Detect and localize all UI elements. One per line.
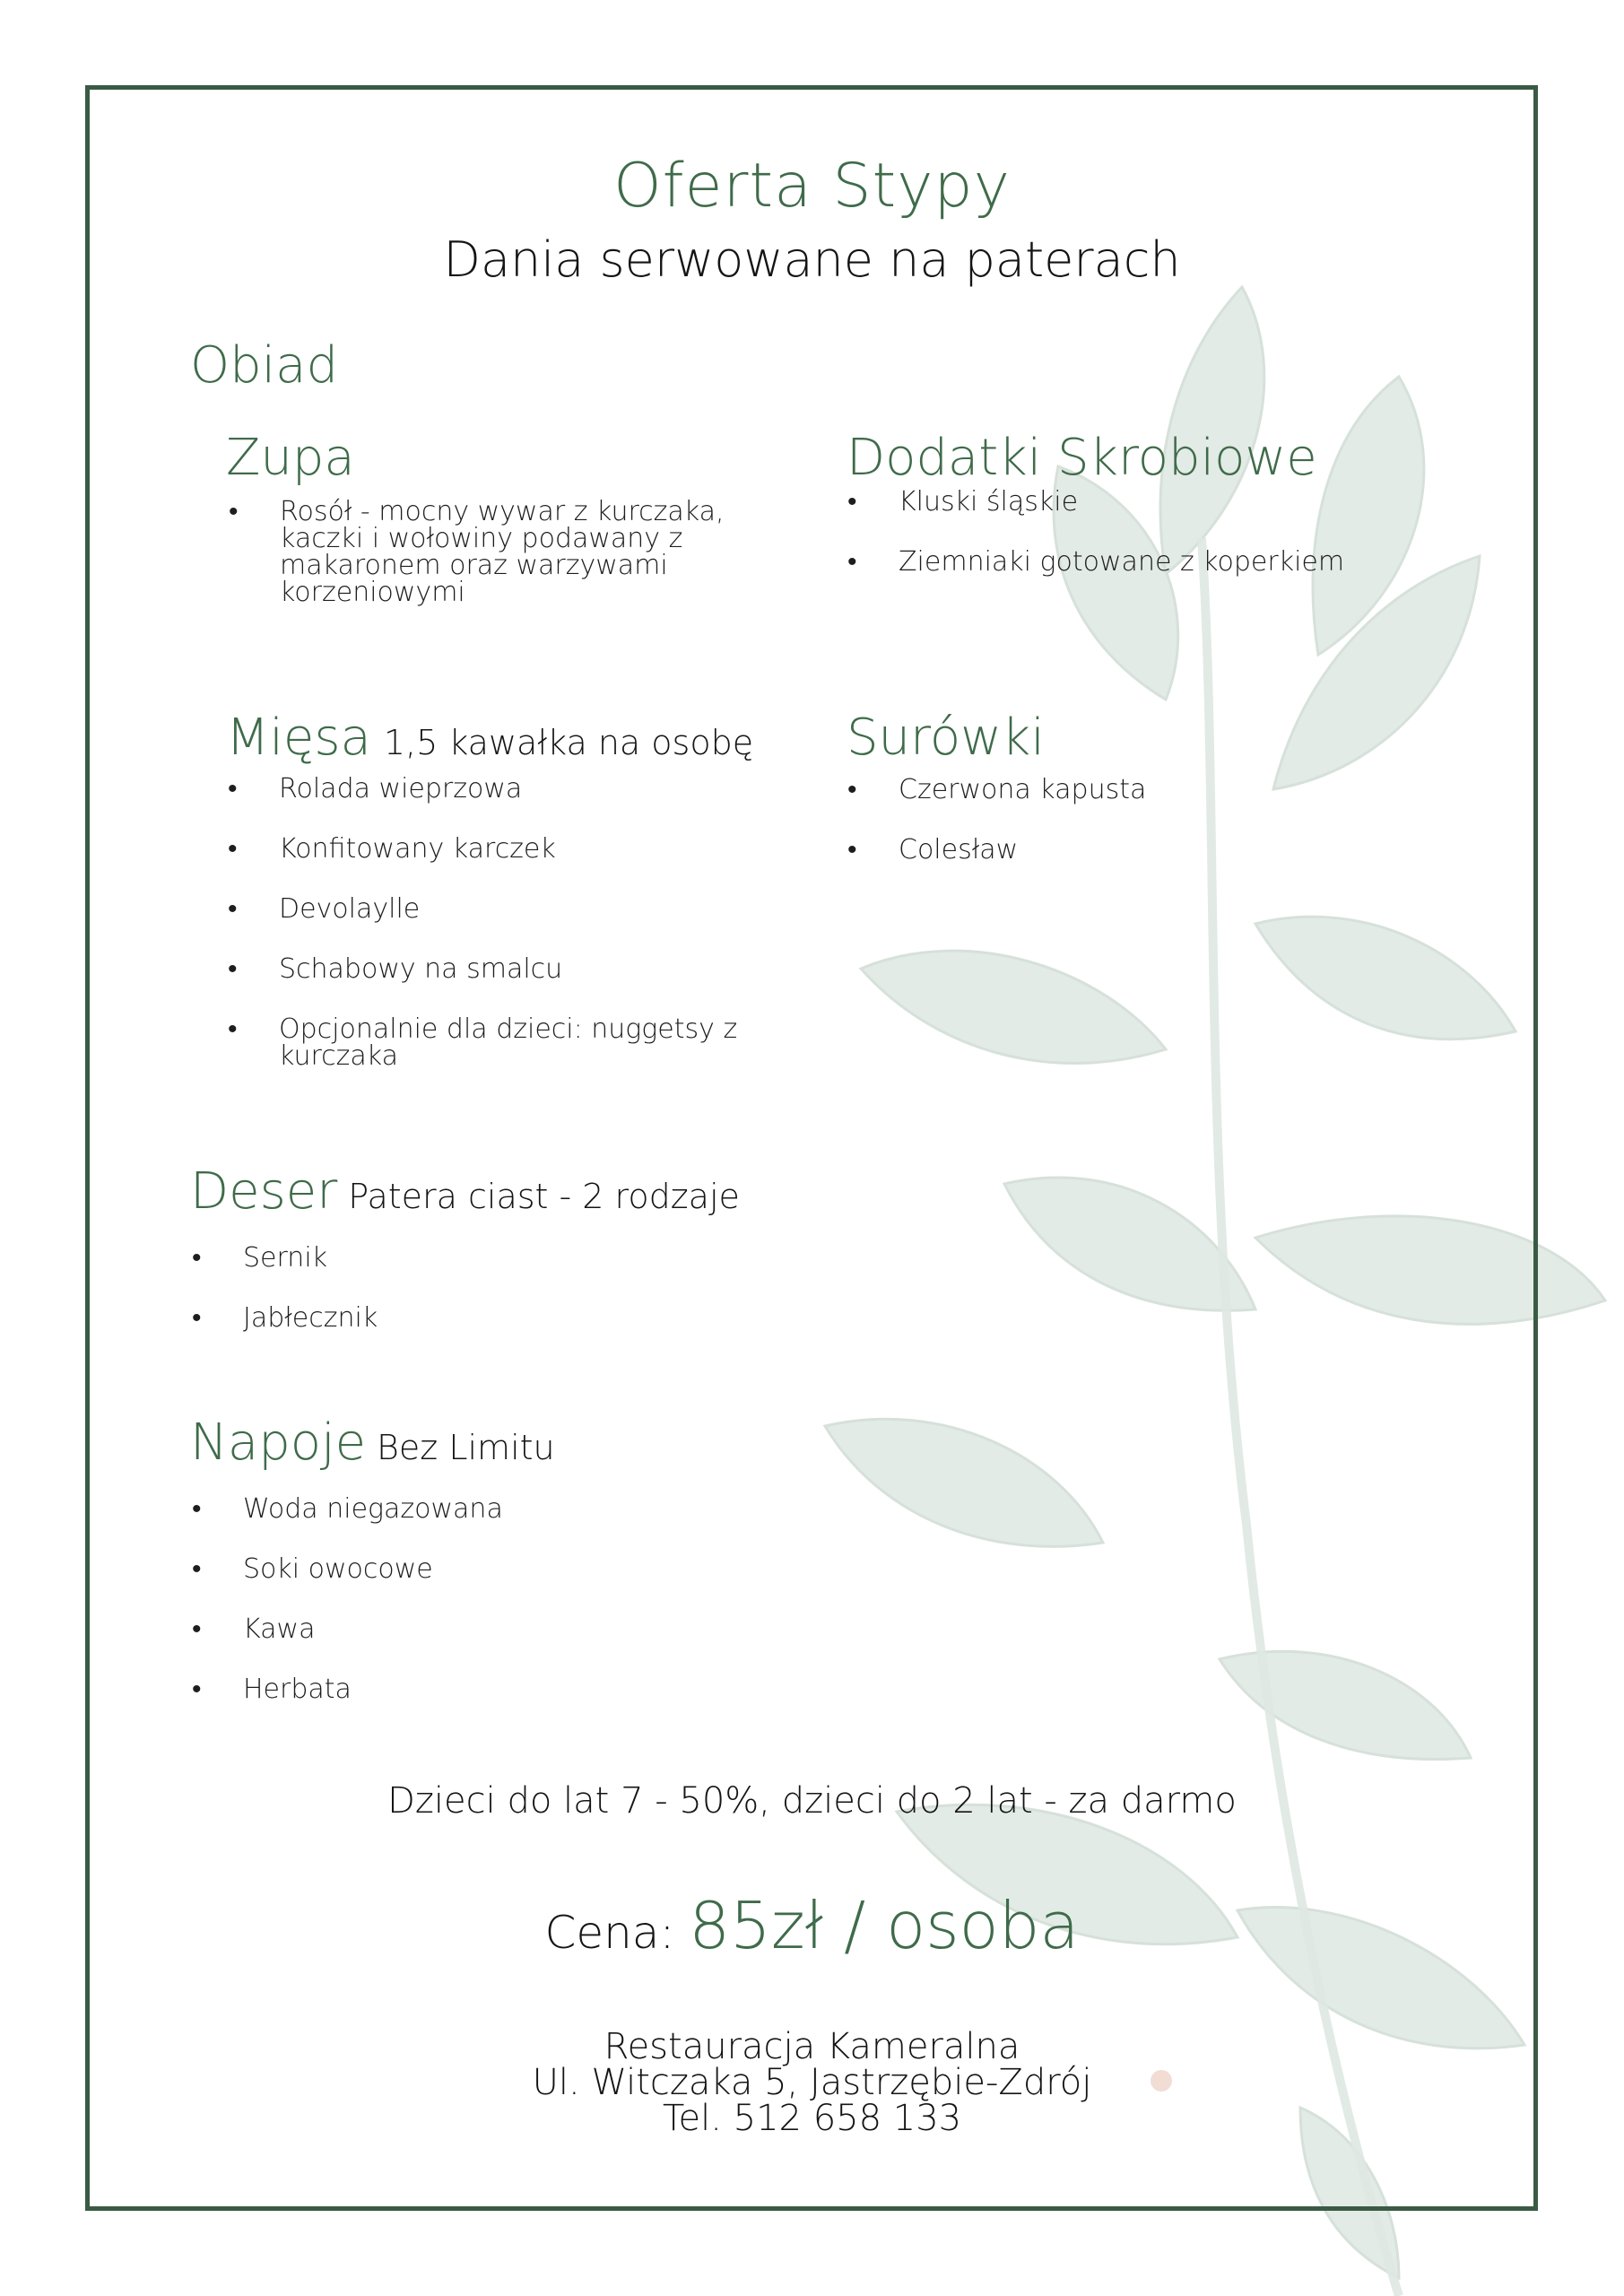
price-line bbox=[0, 1888, 1624, 1963]
napoje-heading: Napoje bbox=[190, 1413, 367, 1472]
restaurant-address: Ul. Witczaka 5, Jastrzębie-Zdrój bbox=[532, 2062, 1092, 2103]
deser-list bbox=[243, 1242, 378, 1334]
deser-note: Patera ciast - 2 rodzaje bbox=[348, 1177, 740, 1216]
dodatki-list bbox=[899, 486, 1345, 578]
napoje-note: Bez Limitu bbox=[377, 1428, 555, 1467]
list-item: • Woda niegazowana bbox=[243, 1496, 503, 1523]
restaurant-name: Restauracja Kameralna bbox=[604, 2026, 1020, 2067]
list-item: • Kawa bbox=[243, 1616, 503, 1643]
children-discount-info: Dzieci do lat 7 - 50%, dzieci do 2 lat - za darmo bbox=[387, 1780, 1237, 1822]
list-item: • Schabowy na smalcu bbox=[279, 956, 763, 983]
list-item: • Devolaylle bbox=[279, 896, 763, 923]
price-label: Cena: bbox=[544, 1907, 675, 1959]
list-item: • Ziemniaki gotowane z koperkiem bbox=[899, 549, 1344, 576]
list-item: • Rolada wieprzowa bbox=[279, 776, 763, 803]
miesa-note: 1,5 kawałka na osobę bbox=[383, 723, 754, 762]
deser-heading: Deser bbox=[190, 1162, 338, 1221]
deser-heading-row bbox=[190, 1162, 740, 1221]
list-item: • Soki owocowe bbox=[243, 1556, 503, 1583]
list-item: • Colesław bbox=[899, 837, 1146, 864]
restaurant-info bbox=[0, 2026, 1624, 2139]
page-title: Oferta Stypy bbox=[613, 151, 1011, 222]
section-heading-obiad: Obiad bbox=[190, 336, 339, 395]
price-amount: 85zł / osoba bbox=[689, 1888, 1080, 1963]
list-item: • Rosół - mocny wywar z kurczaka, kaczki i wołowiny podawany z makaronem oraz warzywami korzeniowymi bbox=[280, 499, 755, 606]
napoje-heading-row bbox=[190, 1413, 555, 1472]
list-item: • Konfitowany karczek bbox=[279, 836, 763, 863]
zupa-heading: Zupa bbox=[226, 429, 355, 487]
page-subtitle: Dania serwowane na paterach bbox=[443, 231, 1181, 288]
napoje-list bbox=[243, 1493, 503, 1705]
list-item: • Opcjonalnie dla dzieci: nuggetsy z kurczaka bbox=[279, 1016, 763, 1070]
list-item: • Kluski śląskie bbox=[899, 489, 1344, 516]
miesa-heading-row bbox=[226, 709, 753, 767]
list-item: • Sernik bbox=[243, 1245, 378, 1272]
surowki-heading: Surówki bbox=[847, 709, 1045, 767]
miesa-heading: Mięsa bbox=[226, 709, 371, 767]
list-item: • Jabłecznik bbox=[243, 1305, 378, 1332]
zupa-list bbox=[280, 496, 755, 608]
miesa-list bbox=[279, 773, 763, 1072]
restaurant-phone: Tel. 512 658 133 bbox=[662, 2098, 962, 2139]
list-item: • Herbata bbox=[243, 1676, 503, 1703]
surowki-list bbox=[899, 774, 1147, 865]
dodatki-heading: Dodatki Skrobiowe bbox=[847, 429, 1317, 487]
list-item: • Czerwona kapusta bbox=[899, 777, 1146, 804]
